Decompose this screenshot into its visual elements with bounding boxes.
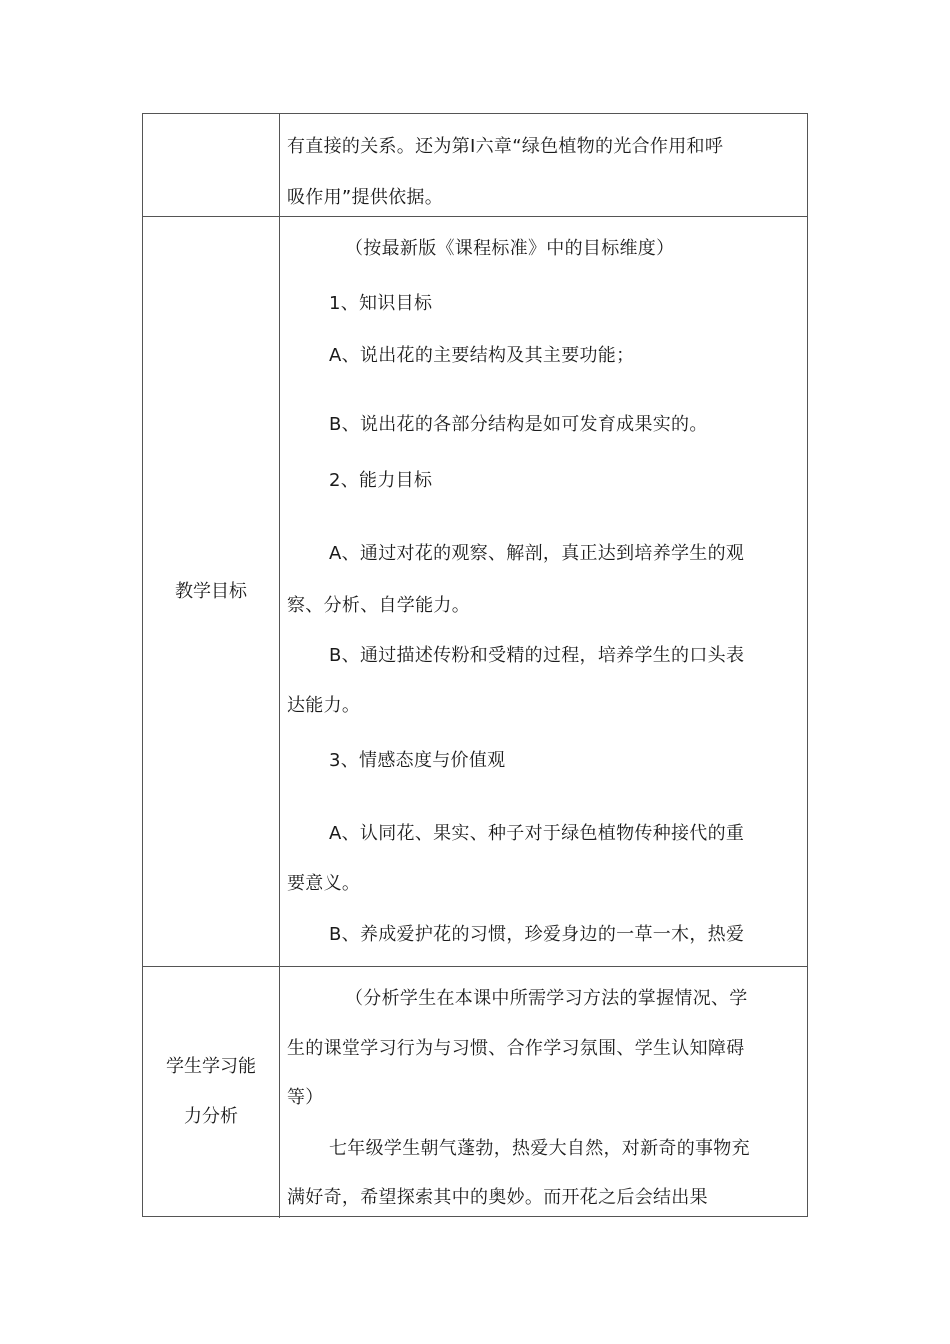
content-line: B、通过描述传粉和受精的过程，培养学生的口头表 — [329, 645, 745, 666]
content-line: A、认同花、果实、种子对于绿色植物传种接代的重 — [329, 823, 745, 844]
row-content-cell — [281, 114, 807, 216]
table-row-teaching-goals — [143, 217, 807, 967]
row-label-cell — [143, 217, 280, 966]
row-label-teaching-goals: 教学目标 — [175, 581, 247, 602]
content-line: 七年级学生朝气蓬勃，热爱大自然，对新奇的事物充 — [329, 1138, 750, 1159]
content-line: 要意义。 — [287, 873, 361, 894]
row-label-line: 力分析 — [184, 1106, 238, 1127]
row-content-cell — [281, 217, 807, 966]
content-line: 有直接的关系。还为第Ⅰ六章“绿色植物的光合作用和呼 — [287, 136, 724, 157]
content-line: A、说出花的主要结构及其主要功能； — [329, 345, 635, 366]
row-label-line: 学生学习能 — [166, 1056, 256, 1077]
content-line: 满好奇，希望探索其中的奥妙。而开花之后会结出果 — [287, 1187, 708, 1208]
content-line: 达能力。 — [287, 695, 361, 716]
content-line: 3、情感态度与价值观 — [329, 750, 506, 771]
content-line: 1、知识目标 — [329, 293, 433, 314]
content-line: A、通过对花的观察、解剖，真正达到培养学生的观 — [329, 543, 745, 564]
table-row-continuation — [143, 114, 807, 217]
content-line: B、养成爱护花的习惯，珍爱身边的一草一木，热爱 — [329, 924, 745, 945]
content-line: 2、能力目标 — [329, 470, 433, 491]
content-line: 等） — [287, 1087, 324, 1108]
content-line: B、说出花的各部分结构是如可发育成果实的。 — [329, 414, 708, 435]
table-row-student-analysis — [143, 967, 807, 1218]
row-label-cell — [143, 114, 280, 216]
content-line: （分析学生在本课中所需学习方法的掌握情况、学 — [345, 988, 748, 1009]
row-label-cell — [143, 967, 280, 1218]
content-line: 察、分析、自学能力。 — [287, 595, 470, 616]
content-line: （按最新版《课程标准》中的目标维度） — [345, 238, 675, 259]
row-content-cell — [281, 967, 807, 1218]
content-line: 吸作用”提供依据。 — [287, 187, 444, 208]
content-line: 生的课堂学习行为与习惯、合作学习氛围、学生认知障碍 — [287, 1038, 745, 1059]
lesson-plan-table — [142, 113, 808, 1217]
